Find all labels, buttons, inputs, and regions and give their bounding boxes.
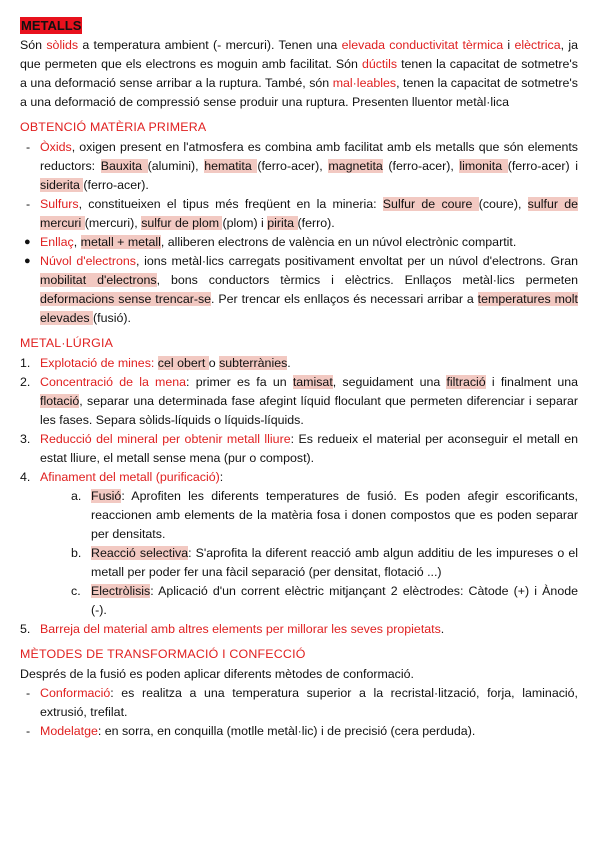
list-item-conformacio bbox=[20, 684, 578, 722]
highlight: cel obert bbox=[157, 356, 209, 370]
sublist-item-reaccio bbox=[40, 544, 578, 582]
list-item-nuvol bbox=[20, 252, 578, 328]
term: Òxids bbox=[40, 140, 72, 154]
highlight: Electròlisis bbox=[91, 584, 151, 598]
title-wrap bbox=[20, 17, 578, 34]
text: (ferro). bbox=[297, 216, 335, 230]
dot-bullet: ● bbox=[24, 255, 31, 267]
list-item-enllac bbox=[20, 233, 578, 252]
term: Modelatge bbox=[40, 724, 98, 738]
section-heading-obtencio: OBTENCIÓ MATÈRIA PRIMERA bbox=[20, 120, 207, 134]
highlight: tamisat bbox=[292, 375, 333, 389]
text: , tenen la capacitat de sotmetre's a una deformació de compressió sense produir una ruptura. Presenten lluentor metàl·lica bbox=[20, 76, 578, 109]
text: , oxigen present en l'atmosfera es combina amb facilitat amb els metalls que són elements reductors: bbox=[40, 140, 578, 173]
highlight: deformacions sense trencar-se bbox=[40, 292, 212, 306]
text: (fusió). bbox=[93, 311, 131, 325]
text: . bbox=[440, 622, 445, 636]
term: Conformació bbox=[40, 686, 111, 700]
sublist-item-electrolisis bbox=[40, 582, 578, 620]
text: , alliberen electrons de valència en un núvol electrònic compartit. bbox=[160, 235, 517, 249]
text: : bbox=[219, 470, 224, 484]
text: : es realitza a una temperatura superior a la recristal·lització, forja, laminació, extrusió, trefilat. bbox=[40, 686, 578, 719]
term: Núvol d'electrons bbox=[40, 254, 136, 268]
obtencio-list bbox=[20, 138, 578, 233]
section-heading-metallurgia: METAL·LÚRGIA bbox=[20, 336, 114, 350]
text: (ferro-acer). bbox=[83, 178, 149, 192]
section-heading-metodes: MÈTODES DE TRANSFORMACIÓ I CONFECCIÓ bbox=[20, 647, 306, 661]
text: (coure), bbox=[478, 197, 528, 211]
text: (ferro-acer), bbox=[257, 159, 329, 173]
highlight: pirita bbox=[267, 216, 298, 230]
term-solids: sòlids bbox=[46, 38, 79, 52]
intro-paragraph bbox=[20, 36, 578, 112]
highlight: Fusió bbox=[91, 489, 122, 503]
text: , bbox=[73, 235, 81, 249]
text: , constitueixen el tipus més freqüent en la mineria: bbox=[78, 197, 383, 211]
dash-bullet: - bbox=[26, 686, 31, 700]
term-ductils: dúctils bbox=[361, 57, 398, 71]
highlight: metall + metall bbox=[80, 235, 161, 249]
highlight: flotació bbox=[40, 394, 80, 408]
dot-bullet: ● bbox=[24, 236, 31, 248]
list-item-explotacio bbox=[20, 354, 578, 373]
text: , ions metàl·lics carregats positivament envoltat per un núvol d'electrons. Gran bbox=[135, 254, 579, 268]
term: Afinament del metall (purificació) bbox=[40, 470, 220, 484]
text: i finalment una bbox=[485, 375, 579, 389]
metodes-intro: Després de la fusió es poden aplicar diferents mètodes de conformació. bbox=[20, 667, 414, 681]
sublist-item-fusio bbox=[40, 487, 578, 544]
highlight: Reacció selectiva bbox=[91, 546, 189, 560]
text: o bbox=[208, 356, 220, 370]
text: : Aprofiten les diferents temperatures de fusió. Es poden afegir escorificants, reaccionen amb elements de la matèria fosa i donen compostos que es poden separar per densitats. bbox=[91, 489, 578, 541]
item-number: 1. bbox=[20, 356, 31, 370]
highlight: temperatures molt elevades bbox=[40, 292, 578, 325]
term-electrica: elèctrica bbox=[514, 38, 561, 52]
highlight: sulfur de plom bbox=[141, 216, 223, 230]
highlight: limonita bbox=[459, 159, 508, 173]
text: (alumini), bbox=[147, 159, 205, 173]
item-letter: a. bbox=[71, 489, 82, 503]
metallurgia-list bbox=[20, 354, 578, 639]
dash-bullet: - bbox=[26, 724, 31, 738]
highlight: mobilitat d'electrons bbox=[40, 273, 157, 287]
list-item-barreja bbox=[20, 620, 578, 639]
item-number: 3. bbox=[20, 432, 31, 446]
list-item-afinament bbox=[20, 468, 578, 620]
text: a temperatura ambient (- mercuri). Tenen una bbox=[78, 38, 342, 52]
term-conductivitat: elevada conductivitat tèrmica bbox=[341, 38, 504, 52]
text: , seguidament una bbox=[332, 375, 447, 389]
text: i bbox=[503, 38, 515, 52]
term: Concentració de la mena bbox=[40, 375, 187, 389]
highlight: magnetita bbox=[328, 159, 383, 173]
text: (mercuri), bbox=[84, 216, 142, 230]
text: : S'aprofita la diferent reacció amb algun additiu de les impureses o el metall per poder fer una fàcil separació (per densitat, flotació ...) bbox=[91, 546, 578, 579]
item-number: 4. bbox=[20, 470, 31, 484]
list-item-oxids bbox=[20, 138, 578, 195]
text: (ferro-acer) i bbox=[507, 159, 579, 173]
afinament-sublist bbox=[40, 487, 578, 620]
highlight: Bauxita bbox=[100, 159, 148, 173]
list-item-sulfurs bbox=[20, 195, 578, 233]
page-title: METALLS bbox=[21, 18, 82, 33]
list-item-reduccio bbox=[20, 430, 578, 468]
list-item-concentracio bbox=[20, 373, 578, 430]
enllac-list bbox=[20, 233, 578, 328]
term: Explotació de mines: bbox=[40, 356, 158, 370]
term: Reducció del mineral per obtenir metall lliure bbox=[40, 432, 291, 446]
term: Sulfurs bbox=[40, 197, 79, 211]
text: tenen la capacitat de sotmetre's a una deformació sense arribar a la ruptura. També, són bbox=[20, 57, 578, 90]
term-malleables: mal·leables bbox=[332, 76, 397, 90]
highlight: Sulfur de coure bbox=[382, 197, 479, 211]
text: Són bbox=[20, 38, 47, 52]
dash-bullet: - bbox=[26, 140, 31, 154]
item-number: 5. bbox=[20, 622, 31, 636]
text: (ferro-acer), bbox=[382, 159, 460, 173]
list-item-modelatge bbox=[20, 722, 578, 741]
term: Enllaç bbox=[40, 235, 74, 249]
text: , ja que permeten que els electrons es moguin amb facilitat. Són bbox=[20, 38, 578, 71]
text: (plom) i bbox=[222, 216, 268, 230]
text: . bbox=[287, 356, 291, 370]
text: : primer es fa un bbox=[186, 375, 293, 389]
text: : Es redueix el material per aconseguir el metall en estat lliure, el metall sense mena (pur o compost). bbox=[40, 432, 578, 465]
highlight: siderita bbox=[40, 178, 84, 192]
text: : Aplicació d'un corrent elèctric mitjançant 2 elèctrodes: Càtode (+) i Ànode (-). bbox=[91, 584, 578, 617]
text: : en sorra, en conquilla (motlle metàl·lic) i de precisió (cera perduda). bbox=[97, 724, 476, 738]
highlight: hematita bbox=[204, 159, 258, 173]
text: . Per trencar els enllaços és necessari arribar a bbox=[211, 292, 478, 306]
item-letter: c. bbox=[71, 584, 81, 598]
item-number: 2. bbox=[20, 375, 31, 389]
text: , separar una determinada fase afegint líquid floculant que permeten diferenciar i separar les fases. Separa sòlids-líquids o líquids-líquids. bbox=[40, 394, 578, 427]
metodes-list bbox=[20, 684, 578, 741]
dash-bullet: - bbox=[26, 197, 31, 211]
item-letter: b. bbox=[71, 546, 82, 560]
text: , bons conductors tèrmics i elèctrics. Enllaços metàl·lics permeten bbox=[156, 273, 578, 287]
term: Barreja del material amb altres elements per millorar les seves propietats bbox=[40, 622, 441, 636]
highlight: filtració bbox=[446, 375, 486, 389]
highlight: sulfur de mercuri bbox=[40, 197, 578, 230]
highlight: subterrànies bbox=[219, 356, 288, 370]
